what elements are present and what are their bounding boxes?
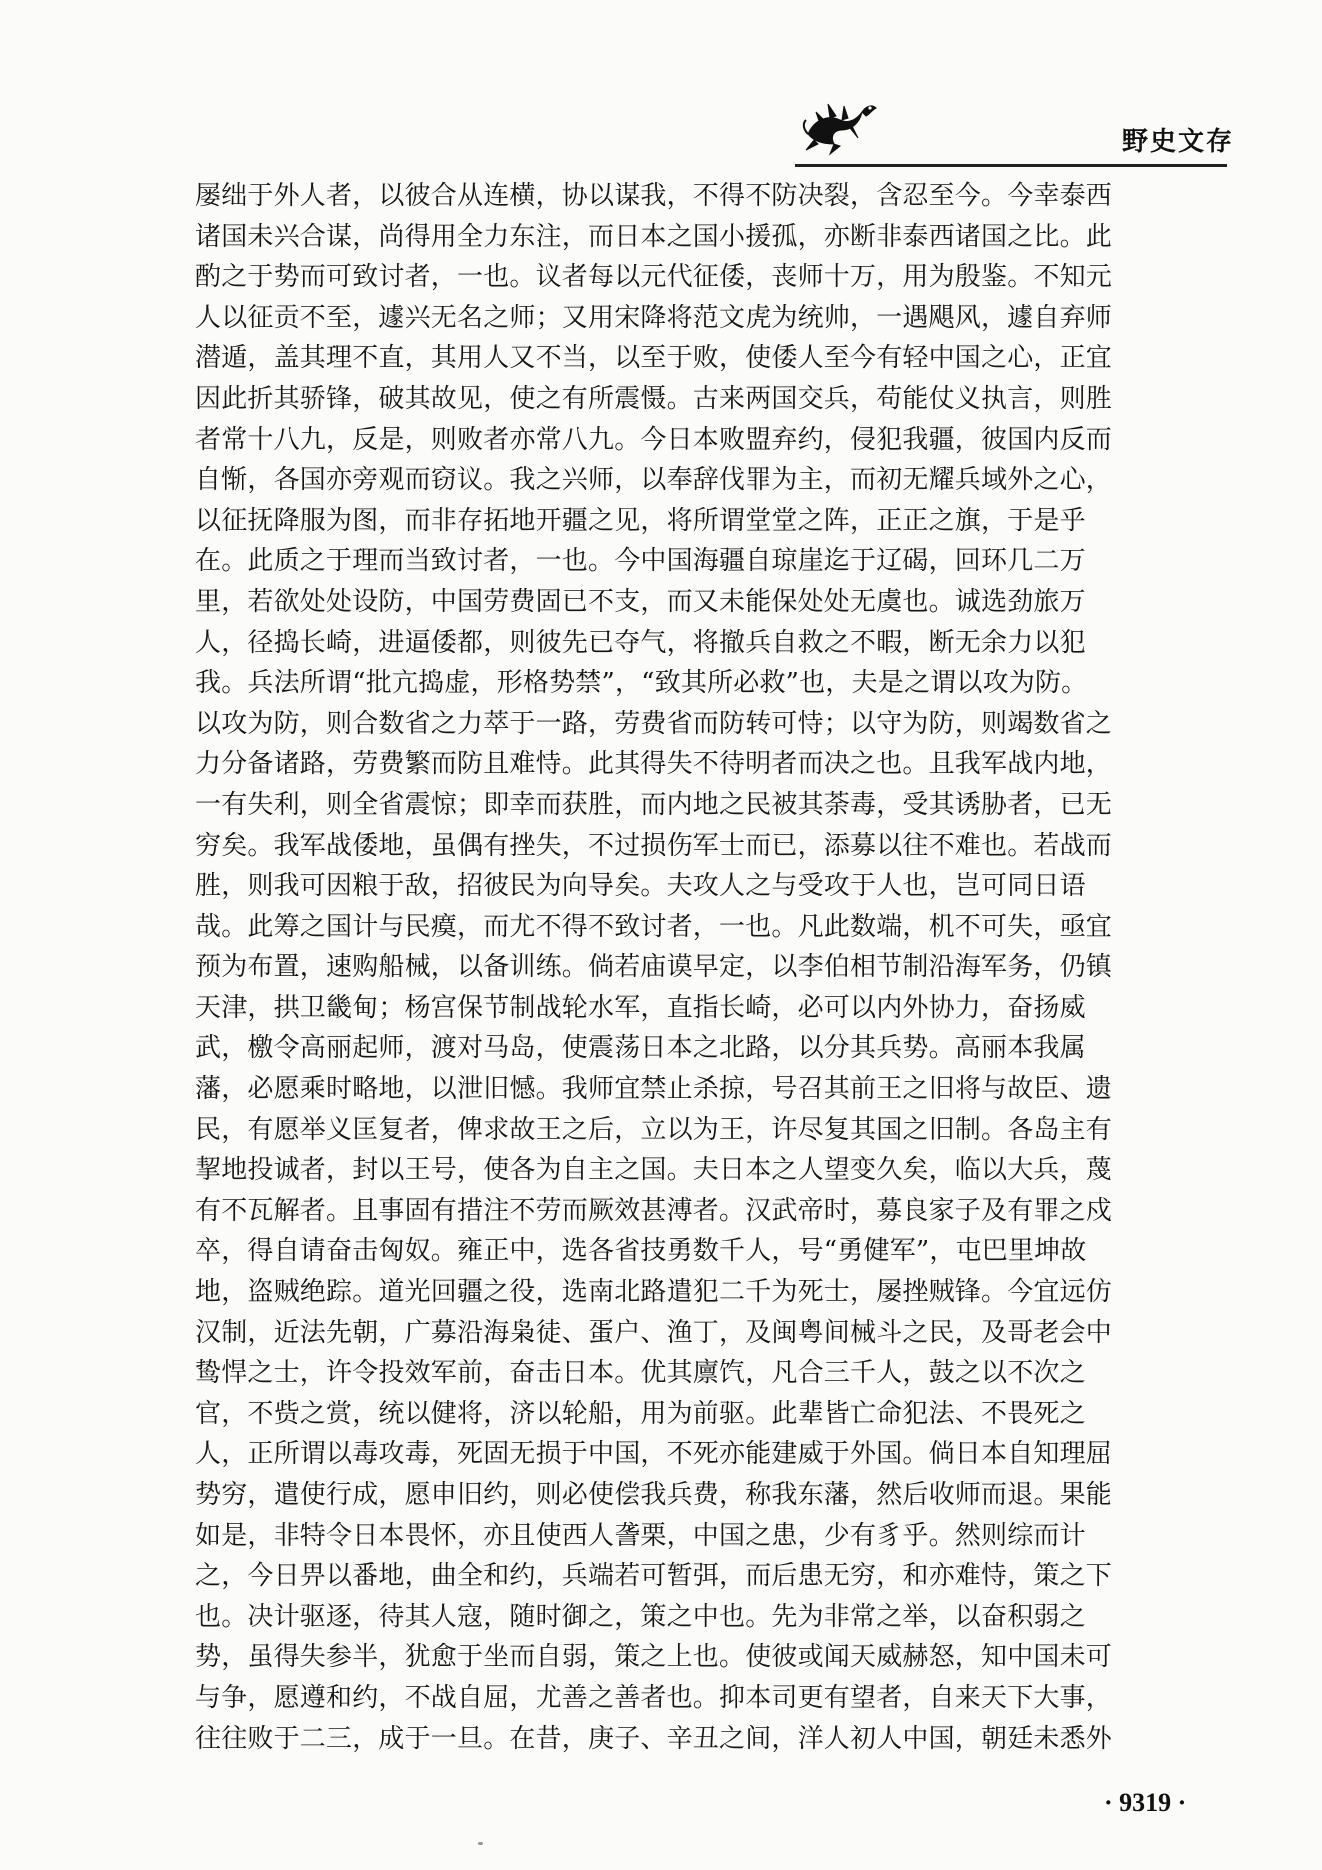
text-line: 鸷悍之士，许令投效军前，奋击日本。优其廪饩，凡合三千人，鼓之以不次之 bbox=[195, 1358, 1086, 1389]
text-line: 我。兵法所谓“批亢捣虚，形格势禁”，“致其所必救”也，夫是之谓以攻为防。 bbox=[195, 668, 1088, 699]
text-line: 如是，非特令日本畏怀，亦且使西人詟栗，中国之患，少有豸乎。然则综而计 bbox=[195, 1520, 1086, 1551]
dragon-icon bbox=[800, 90, 880, 160]
text-line: 哉。此筹之国计与民瘼，而尤不得不致讨者，一也。凡此数端，机不可失，亟宜 bbox=[195, 911, 1113, 942]
text-line: 在。此质之于理而当致讨者，一也。今中国海疆自琼崖迄于辽碣，回环几二万 bbox=[195, 546, 1086, 577]
text-line: 因此折其骄锋，破其故见，使之有所震慑。古来两国交兵，苟能仗义执言，则胜 bbox=[195, 383, 1113, 414]
text-line: 力分备诸路，劳费繁而防且难恃。此其得失不待明者而决之也。且我军战内地， bbox=[195, 749, 1113, 780]
text-line: 卒，得自请奋击匈奴。雍正中，选各省技勇数千人，号“勇健军”，屯巴里坤故 bbox=[195, 1236, 1087, 1267]
text-line: 者常十八九，反是，则败者亦常八九。今日本败盟弃约，侵犯我疆，彼国内反而 bbox=[195, 424, 1113, 455]
text-line: 天津，拱卫畿甸；杨宫保节制战轮水军，直指长崎，必可以内外协力，奋扬威 bbox=[195, 992, 1086, 1023]
text-line: 人以征贡不至，遽兴无名之师；又用宋降将范文虎为统帅，一遇飓风，遽自弃师 bbox=[195, 302, 1113, 333]
text-line: 以征抚降服为图，而非存拓地开疆之见，将所谓堂堂之阵，正正之旗，于是乎 bbox=[195, 505, 1086, 536]
series-title: 野史文存 bbox=[1122, 127, 1235, 157]
header-divider bbox=[795, 164, 1227, 167]
text-line: 有不瓦解者。且事固有措注不劳而厥效甚溥者。汉武帝时，募良家子及有罪之戍 bbox=[195, 1195, 1113, 1226]
text-line: 诸国未兴合谋，尚得用全力东注，而日本之国小援孤，亦断非泰西诸国之比。此 bbox=[195, 221, 1113, 252]
text-line: 酌之于势而可致讨者，一也。议者每以元代征倭，丧师十万，用为殷鉴。不知元 bbox=[195, 262, 1113, 293]
page-number: · 9319 · bbox=[1104, 1788, 1187, 1817]
text-line: 民，有愿举义匡复者，俾求故王之后，立以为王，许尽复其国之旧制。各岛主有 bbox=[195, 1114, 1113, 1145]
text-line: 预为布置，速购船械，以备训练。倘若庙谟早定，以李伯相节制沿海军务，仍镇 bbox=[195, 952, 1113, 983]
text-line: 以攻为防，则合数省之力萃于一路，劳费省而防转可恃；以守为防，则竭数省之 bbox=[195, 708, 1113, 739]
text-line: 人，正所谓以毒攻毒，死固无损于中国，不死亦能建威于外国。倘日本自知理屈 bbox=[195, 1439, 1113, 1470]
text-line: 藩，必愿乘时略地，以泄旧憾。我师宜禁止杀掠，号召其前王之旧将与故臣、遗 bbox=[195, 1074, 1113, 1105]
text-line: 自惭，各国亦旁观而窃议。我之兴师，以奉辞伐罪为主，而初无耀兵域外之心， bbox=[195, 465, 1113, 496]
text-line: 往往败于二三，成于一旦。在昔，庚子、辛丑之间，洋人初人中国，朝廷未悉外 bbox=[195, 1723, 1113, 1754]
text-line: 一有失利，则全省震惊；即幸而获胜，而内地之民被其荼毒，受其诱胁者，已无 bbox=[195, 789, 1113, 820]
scan-speck bbox=[478, 1842, 483, 1845]
text-line: 势，虽得失参半，犹愈于坐而自弱，策之上也。使彼或闻天威赫怒，知中国未可 bbox=[195, 1642, 1113, 1673]
text-line: 汉制，近法先朝，广募沿海枭徒、蛋户、渔丁，及闽粤间械斗之民，及哥老会中 bbox=[195, 1317, 1113, 1348]
text-line: 潜遁，盖其理不直，其用人又不当，以至于败，使倭人至今有轻中国之心，正宜 bbox=[195, 343, 1113, 374]
text-line: 之，今日畀以番地，曲全和约，兵端若可暂弭，而后患无穷，和亦难恃，策之下 bbox=[195, 1561, 1113, 1592]
body-text bbox=[195, 176, 1175, 1759]
text-line: 穷矣。我军战倭地，虽偶有挫失，不过损伤军士而已，添募以往不难也。若战而 bbox=[195, 830, 1113, 861]
text-line: 势穷，遣使行成，愿申旧约，则必使偿我兵费，称我东藩，然后收师而退。果能 bbox=[195, 1480, 1113, 1510]
text-line: 屡绌于外人者，以彼合从连横，协以谋我，不得不防决裂，含忍至今。今幸泰西 bbox=[195, 181, 1113, 211]
text-line: 官，不赀之赏，统以健将，济以轮船，用为前驱。此辈皆亡命犯法、不畏死之 bbox=[195, 1398, 1086, 1429]
text-line: 里，若欲处处设防，中国劳费固已不支，而又未能保处处无虞也。诚选劲旅万 bbox=[195, 586, 1086, 617]
text-line: 人，径捣长崎，进逼倭都，则彼先已夺气，将撤兵自救之不暇，断无余力以犯 bbox=[195, 627, 1086, 658]
text-line: 与争，愿遵和约，不战自屈，尤善之善者也。抑本司更有望者，自来天下大事， bbox=[195, 1682, 1113, 1713]
text-line: 胜，则我可因粮于敌，招彼民为向导矣。夫攻人之与受攻于人也，岂可同日语 bbox=[195, 871, 1086, 902]
text-line: 地，盗贼绝踪。道光回疆之役，选南北路遣犯二千为死士，屡挫贼锋。今宜远仿 bbox=[195, 1277, 1113, 1308]
text-line: 挈地投诚者，封以王号，使各为自主之国。夫日本之人望变久矣，临以大兵，蔑 bbox=[195, 1155, 1113, 1186]
text-line: 武，檄令高丽起师，渡对马岛，使震荡日本之北路，以分其兵势。高丽本我属 bbox=[195, 1033, 1086, 1064]
text-line: 也。决计驱逐，待其人寇，随时御之，策之中也。先为非常之举，以奋积弱之 bbox=[195, 1601, 1086, 1632]
